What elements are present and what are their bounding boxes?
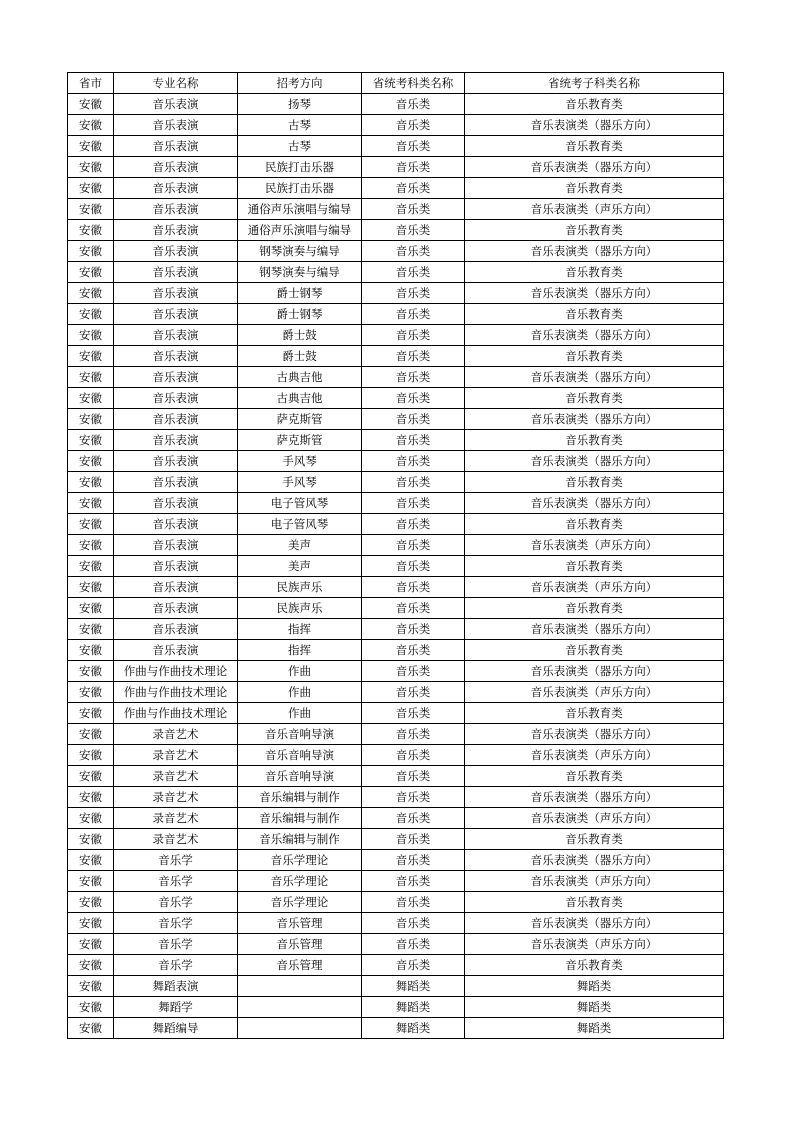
cell-province: 安徽: [68, 871, 114, 892]
cell-exam-subcategory: 音乐表演类（器乐方向）: [465, 115, 724, 136]
cell-province: 安徽: [68, 682, 114, 703]
table-row: [68, 388, 724, 409]
cell-province: 安徽: [68, 892, 114, 913]
cell-province: 安徽: [68, 199, 114, 220]
cell-province: 安徽: [68, 619, 114, 640]
table-row: [68, 934, 724, 955]
cell-major: 录音艺术: [114, 766, 238, 787]
table-row: [68, 136, 724, 157]
cell-exam-subcategory: 音乐教育类: [465, 304, 724, 325]
cell-direction: 爵士鼓: [238, 346, 362, 367]
cell-exam-category: 音乐类: [362, 514, 465, 535]
table-row: [68, 955, 724, 976]
table-row: [68, 976, 724, 997]
cell-exam-subcategory: 音乐表演类（声乐方向）: [465, 199, 724, 220]
cell-major: 音乐表演: [114, 199, 238, 220]
cell-province: 安徽: [68, 535, 114, 556]
cell-exam-subcategory: 音乐教育类: [465, 220, 724, 241]
cell-direction: 民族打击乐器: [238, 178, 362, 199]
cell-direction: 钢琴演奏与编导: [238, 241, 362, 262]
cell-province: 安徽: [68, 976, 114, 997]
cell-major: 录音艺术: [114, 787, 238, 808]
cell-exam-subcategory: 音乐表演类（声乐方向）: [465, 535, 724, 556]
table-row: [68, 892, 724, 913]
cell-exam-category: 音乐类: [362, 871, 465, 892]
cell-exam-subcategory: 音乐表演类（器乐方向）: [465, 367, 724, 388]
cell-province: 安徽: [68, 850, 114, 871]
table-row: [68, 283, 724, 304]
table-row: [68, 241, 724, 262]
cell-exam-category: 音乐类: [362, 850, 465, 871]
cell-exam-subcategory: 音乐教育类: [465, 94, 724, 115]
cell-exam-subcategory: 音乐教育类: [465, 430, 724, 451]
table-row: [68, 703, 724, 724]
cell-exam-category: 音乐类: [362, 325, 465, 346]
cell-major: 音乐表演: [114, 325, 238, 346]
cell-exam-subcategory: 音乐表演类（器乐方向）: [465, 325, 724, 346]
cell-direction: 电子管风琴: [238, 514, 362, 535]
cell-exam-category: 音乐类: [362, 682, 465, 703]
cell-province: 安徽: [68, 94, 114, 115]
cell-exam-subcategory: 音乐教育类: [465, 178, 724, 199]
cell-province: 安徽: [68, 409, 114, 430]
cell-province: 安徽: [68, 577, 114, 598]
cell-exam-subcategory: 音乐表演类（声乐方向）: [465, 808, 724, 829]
cell-province: 安徽: [68, 157, 114, 178]
table-row: [68, 157, 724, 178]
cell-exam-category: 音乐类: [362, 955, 465, 976]
table-row: [68, 766, 724, 787]
table-row: [68, 577, 724, 598]
cell-major: 音乐学: [114, 850, 238, 871]
cell-exam-category: 音乐类: [362, 913, 465, 934]
cell-direction: 音乐管理: [238, 955, 362, 976]
cell-province: 安徽: [68, 262, 114, 283]
cell-province: 安徽: [68, 514, 114, 535]
cell-province: 安徽: [68, 661, 114, 682]
cell-province: 安徽: [68, 1018, 114, 1039]
table-row: [68, 493, 724, 514]
cell-direction: 手风琴: [238, 451, 362, 472]
table-row: [68, 262, 724, 283]
table-row: [68, 409, 724, 430]
cell-major: 音乐表演: [114, 472, 238, 493]
cell-direction: 爵士鼓: [238, 325, 362, 346]
cell-direction: 作曲: [238, 703, 362, 724]
cell-province: 安徽: [68, 829, 114, 850]
cell-exam-subcategory: 音乐教育类: [465, 262, 724, 283]
table-row: [68, 514, 724, 535]
table-row: [68, 871, 724, 892]
cell-major: 录音艺术: [114, 745, 238, 766]
cell-exam-category: 舞蹈类: [362, 1018, 465, 1039]
cell-exam-category: 音乐类: [362, 472, 465, 493]
cell-province: 安徽: [68, 283, 114, 304]
cell-exam-subcategory: 音乐表演类（声乐方向）: [465, 577, 724, 598]
cell-exam-subcategory: 音乐表演类（器乐方向）: [465, 157, 724, 178]
cell-exam-category: 音乐类: [362, 535, 465, 556]
cell-exam-subcategory: 音乐教育类: [465, 388, 724, 409]
cell-direction: 音乐管理: [238, 913, 362, 934]
cell-exam-subcategory: 音乐教育类: [465, 556, 724, 577]
cell-direction: [238, 997, 362, 1018]
cell-direction: 古典吉他: [238, 388, 362, 409]
cell-major: 音乐表演: [114, 430, 238, 451]
cell-exam-subcategory: 舞蹈类: [465, 997, 724, 1018]
cell-major: 作曲与作曲技术理论: [114, 661, 238, 682]
cell-direction: 萨克斯管: [238, 430, 362, 451]
cell-direction: 古琴: [238, 115, 362, 136]
cell-exam-subcategory: 音乐表演类（器乐方向）: [465, 724, 724, 745]
cell-direction: 古琴: [238, 136, 362, 157]
cell-major: 舞蹈学: [114, 997, 238, 1018]
cell-exam-subcategory: 音乐表演类（声乐方向）: [465, 934, 724, 955]
cell-exam-subcategory: 音乐教育类: [465, 346, 724, 367]
cell-exam-category: 音乐类: [362, 661, 465, 682]
cell-exam-category: 音乐类: [362, 640, 465, 661]
cell-major: 音乐表演: [114, 451, 238, 472]
cell-direction: 电子管风琴: [238, 493, 362, 514]
cell-direction: 古典吉他: [238, 367, 362, 388]
cell-direction: 音乐管理: [238, 934, 362, 955]
cell-province: 安徽: [68, 745, 114, 766]
cell-direction: 美声: [238, 556, 362, 577]
table-row: [68, 850, 724, 871]
cell-major: 音乐学: [114, 955, 238, 976]
cell-major: 音乐表演: [114, 262, 238, 283]
cell-exam-category: 音乐类: [362, 493, 465, 514]
cell-exam-subcategory: 音乐教育类: [465, 829, 724, 850]
cell-major: 音乐表演: [114, 556, 238, 577]
cell-major: 音乐学: [114, 871, 238, 892]
cell-province: 安徽: [68, 220, 114, 241]
header-exam-subcategory: 省统考子科类名称: [465, 73, 724, 94]
table-row: [68, 451, 724, 472]
cell-province: 安徽: [68, 115, 114, 136]
cell-major: 音乐表演: [114, 346, 238, 367]
table-row: [68, 724, 724, 745]
cell-major: 作曲与作曲技术理论: [114, 703, 238, 724]
cell-major: 音乐表演: [114, 283, 238, 304]
cell-exam-subcategory: 音乐表演类（器乐方向）: [465, 787, 724, 808]
cell-province: 安徽: [68, 304, 114, 325]
cell-major: 录音艺术: [114, 724, 238, 745]
cell-direction: 通俗声乐演唱与编导: [238, 220, 362, 241]
cell-major: 舞蹈编导: [114, 1018, 238, 1039]
cell-exam-category: 音乐类: [362, 409, 465, 430]
cell-direction: 音乐学理论: [238, 850, 362, 871]
table-row: [68, 913, 724, 934]
cell-exam-subcategory: 音乐表演类（器乐方向）: [465, 409, 724, 430]
cell-major: 音乐学: [114, 892, 238, 913]
cell-major: 音乐表演: [114, 241, 238, 262]
cell-exam-category: 音乐类: [362, 220, 465, 241]
cell-direction: 民族声乐: [238, 598, 362, 619]
cell-exam-category: 音乐类: [362, 703, 465, 724]
table-row: [68, 304, 724, 325]
cell-major: 录音艺术: [114, 808, 238, 829]
cell-major: 作曲与作曲技术理论: [114, 682, 238, 703]
cell-province: 安徽: [68, 325, 114, 346]
cell-province: 安徽: [68, 451, 114, 472]
cell-direction: 爵士钢琴: [238, 283, 362, 304]
cell-major: 音乐表演: [114, 535, 238, 556]
cell-direction: 音乐学理论: [238, 871, 362, 892]
table-row: [68, 346, 724, 367]
cell-province: 安徽: [68, 178, 114, 199]
cell-major: 音乐表演: [114, 577, 238, 598]
table-row: [68, 199, 724, 220]
cell-province: 安徽: [68, 346, 114, 367]
table-row: [68, 745, 724, 766]
header-exam-category: 省统考科类名称: [362, 73, 465, 94]
cell-exam-category: 音乐类: [362, 157, 465, 178]
cell-province: 安徽: [68, 766, 114, 787]
cell-province: 安徽: [68, 472, 114, 493]
cell-major: 音乐表演: [114, 409, 238, 430]
cell-province: 安徽: [68, 430, 114, 451]
cell-direction: 钢琴演奏与编导: [238, 262, 362, 283]
cell-exam-subcategory: 音乐教育类: [465, 136, 724, 157]
cell-direction: 音乐编辑与制作: [238, 829, 362, 850]
cell-exam-subcategory: 音乐表演类（器乐方向）: [465, 619, 724, 640]
table-row: [68, 808, 724, 829]
cell-exam-category: 音乐类: [362, 136, 465, 157]
cell-direction: [238, 1018, 362, 1039]
cell-exam-category: 音乐类: [362, 115, 465, 136]
table-row: [68, 661, 724, 682]
cell-direction: [238, 976, 362, 997]
table-header-row: [68, 73, 724, 94]
cell-major: 录音艺术: [114, 829, 238, 850]
cell-exam-subcategory: 音乐表演类（声乐方向）: [465, 871, 724, 892]
cell-exam-category: 音乐类: [362, 577, 465, 598]
cell-exam-category: 音乐类: [362, 367, 465, 388]
cell-exam-category: 音乐类: [362, 619, 465, 640]
cell-province: 安徽: [68, 388, 114, 409]
cell-exam-category: 音乐类: [362, 934, 465, 955]
cell-exam-subcategory: 舞蹈类: [465, 976, 724, 997]
cell-province: 安徽: [68, 136, 114, 157]
cell-major: 舞蹈表演: [114, 976, 238, 997]
cell-direction: 音乐编辑与制作: [238, 787, 362, 808]
cell-province: 安徽: [68, 556, 114, 577]
cell-exam-category: 音乐类: [362, 451, 465, 472]
table-row: [68, 619, 724, 640]
cell-direction: 音乐编辑与制作: [238, 808, 362, 829]
header-direction: 招考方向: [238, 73, 362, 94]
cell-major: 音乐表演: [114, 598, 238, 619]
cell-direction: 美声: [238, 535, 362, 556]
cell-direction: 音乐音响导演: [238, 766, 362, 787]
cell-exam-category: 音乐类: [362, 598, 465, 619]
table-row: [68, 220, 724, 241]
cell-exam-subcategory: 音乐教育类: [465, 703, 724, 724]
cell-exam-subcategory: 音乐教育类: [465, 472, 724, 493]
cell-major: 音乐表演: [114, 115, 238, 136]
table-row: [68, 325, 724, 346]
cell-exam-category: 音乐类: [362, 787, 465, 808]
cell-exam-subcategory: 音乐表演类（器乐方向）: [465, 850, 724, 871]
cell-exam-category: 舞蹈类: [362, 997, 465, 1018]
cell-exam-category: 音乐类: [362, 304, 465, 325]
cell-province: 安徽: [68, 934, 114, 955]
header-major: 专业名称: [114, 73, 238, 94]
cell-direction: 萨克斯管: [238, 409, 362, 430]
cell-direction: 音乐音响导演: [238, 745, 362, 766]
cell-province: 安徽: [68, 787, 114, 808]
cell-exam-category: 音乐类: [362, 745, 465, 766]
cell-exam-category: 音乐类: [362, 892, 465, 913]
cell-province: 安徽: [68, 598, 114, 619]
table-row: [68, 997, 724, 1018]
cell-direction: 音乐音响导演: [238, 724, 362, 745]
cell-major: 音乐表演: [114, 367, 238, 388]
cell-exam-subcategory: 音乐表演类（器乐方向）: [465, 451, 724, 472]
cell-direction: 民族声乐: [238, 577, 362, 598]
cell-major: 音乐学: [114, 934, 238, 955]
cell-exam-category: 音乐类: [362, 724, 465, 745]
cell-exam-subcategory: 音乐表演类（声乐方向）: [465, 682, 724, 703]
cell-exam-subcategory: 音乐表演类（器乐方向）: [465, 913, 724, 934]
cell-exam-subcategory: 音乐表演类（器乐方向）: [465, 241, 724, 262]
cell-exam-category: 音乐类: [362, 178, 465, 199]
cell-province: 安徽: [68, 997, 114, 1018]
cell-exam-subcategory: 音乐教育类: [465, 766, 724, 787]
table-row: [68, 682, 724, 703]
cell-major: 音乐表演: [114, 178, 238, 199]
cell-major: 音乐表演: [114, 388, 238, 409]
cell-major: 音乐表演: [114, 619, 238, 640]
cell-exam-category: 音乐类: [362, 346, 465, 367]
table-row: [68, 829, 724, 850]
table-row: [68, 640, 724, 661]
table-row: [68, 178, 724, 199]
table-row: [68, 367, 724, 388]
cell-direction: 指挥: [238, 640, 362, 661]
table-row: [68, 94, 724, 115]
cell-major: 音乐表演: [114, 640, 238, 661]
cell-direction: 音乐学理论: [238, 892, 362, 913]
cell-exam-subcategory: 音乐教育类: [465, 598, 724, 619]
cell-major: 音乐表演: [114, 220, 238, 241]
cell-exam-subcategory: 音乐教育类: [465, 640, 724, 661]
cell-exam-category: 音乐类: [362, 556, 465, 577]
cell-province: 安徽: [68, 367, 114, 388]
cell-direction: 通俗声乐演唱与编导: [238, 199, 362, 220]
cell-exam-category: 舞蹈类: [362, 976, 465, 997]
cell-exam-subcategory: 音乐教育类: [465, 892, 724, 913]
cell-exam-category: 音乐类: [362, 199, 465, 220]
cell-exam-subcategory: 音乐表演类（器乐方向）: [465, 661, 724, 682]
cell-province: 安徽: [68, 703, 114, 724]
cell-major: 音乐表演: [114, 304, 238, 325]
cell-exam-subcategory: 音乐教育类: [465, 514, 724, 535]
cell-exam-category: 音乐类: [362, 94, 465, 115]
table-row: [68, 115, 724, 136]
cell-province: 安徽: [68, 808, 114, 829]
admissions-table: [67, 72, 724, 1039]
cell-direction: 作曲: [238, 661, 362, 682]
cell-exam-category: 音乐类: [362, 388, 465, 409]
cell-province: 安徽: [68, 241, 114, 262]
cell-major: 音乐表演: [114, 157, 238, 178]
cell-province: 安徽: [68, 640, 114, 661]
cell-province: 安徽: [68, 955, 114, 976]
cell-exam-category: 音乐类: [362, 262, 465, 283]
cell-direction: 作曲: [238, 682, 362, 703]
cell-direction: 爵士钢琴: [238, 304, 362, 325]
cell-exam-subcategory: 音乐表演类（器乐方向）: [465, 493, 724, 514]
header-province: 省市: [68, 73, 114, 94]
cell-major: 音乐表演: [114, 136, 238, 157]
cell-exam-category: 音乐类: [362, 283, 465, 304]
cell-exam-subcategory: 舞蹈类: [465, 1018, 724, 1039]
cell-exam-category: 音乐类: [362, 766, 465, 787]
cell-major: 音乐表演: [114, 94, 238, 115]
cell-exam-category: 音乐类: [362, 241, 465, 262]
cell-major: 音乐表演: [114, 493, 238, 514]
table-row: [68, 787, 724, 808]
cell-exam-category: 音乐类: [362, 829, 465, 850]
cell-direction: 指挥: [238, 619, 362, 640]
table-row: [68, 430, 724, 451]
table-row: [68, 1018, 724, 1039]
cell-province: 安徽: [68, 493, 114, 514]
cell-exam-category: 音乐类: [362, 430, 465, 451]
cell-major: 音乐表演: [114, 514, 238, 535]
cell-exam-subcategory: 音乐教育类: [465, 955, 724, 976]
cell-direction: 民族打击乐器: [238, 157, 362, 178]
cell-province: 安徽: [68, 724, 114, 745]
table-row: [68, 535, 724, 556]
cell-exam-category: 音乐类: [362, 808, 465, 829]
cell-direction: 扬琴: [238, 94, 362, 115]
cell-province: 安徽: [68, 913, 114, 934]
table-row: [68, 598, 724, 619]
cell-major: 音乐学: [114, 913, 238, 934]
cell-exam-subcategory: 音乐表演类（器乐方向）: [465, 283, 724, 304]
cell-direction: 手风琴: [238, 472, 362, 493]
table-row: [68, 556, 724, 577]
cell-exam-subcategory: 音乐表演类（声乐方向）: [465, 745, 724, 766]
table-row: [68, 472, 724, 493]
